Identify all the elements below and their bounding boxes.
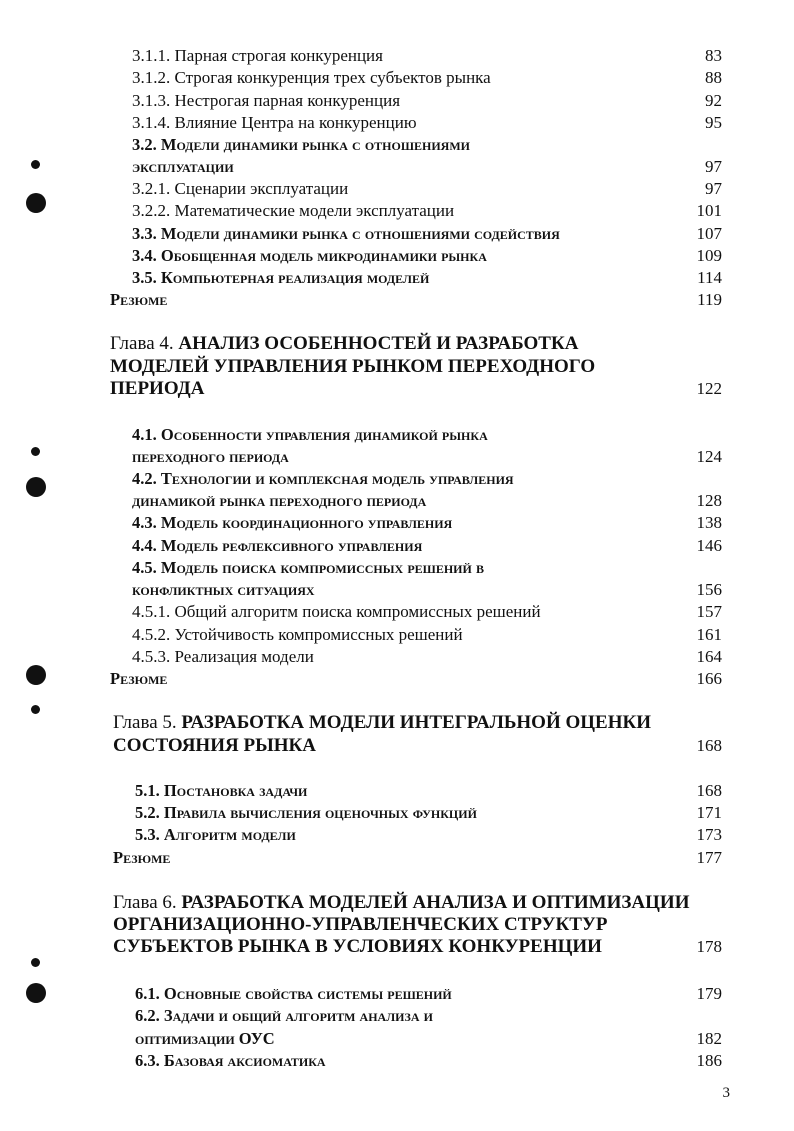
toc-entry-page: 157 [696,602,722,621]
toc-entry-number: 4.4. [132,536,157,555]
toc-entry-number: 4.5.3. [132,647,171,666]
toc-entry-page: 128 [696,491,722,510]
punch-hole-mark [26,983,46,1003]
chapter-title: СУБЪЕКТОВ РЫНКА В УСЛОВИЯХ КОНКУРЕНЦИИ [113,936,602,957]
toc-entry-title: Нестрогая парная конкуренция [174,91,401,110]
toc-entry-title: Обобщенная модель микродинамики рынка [160,246,487,265]
toc-entry-title: динамикой рынка переходного периода [132,491,427,510]
chapter-prefix: Глава 5. [113,712,177,733]
toc-entry-page: 161 [696,625,722,644]
toc-entry-page: 101 [696,201,722,220]
toc-entry-title: Строгая конкуренция трех субъектов рынка [174,68,491,87]
toc-entry-number: 4.5.2. [132,625,171,644]
toc-entry-page: 107 [696,224,722,243]
page-number: 3 [722,1085,730,1101]
chapter-title: АНАЛИЗ ОСОБЕННОСТЕЙ И РАЗРАБОТКА [178,333,579,354]
toc-entry-title: Алгоритм модели [163,825,296,844]
toc-entry-title: Модель рефлексивного управления [160,536,423,555]
toc-entry-title: Общий алгоритм поиска компромиссных решений [174,602,541,621]
chapter-prefix: Глава 4. [110,333,174,354]
chapter-title: МОДЕЛЕЙ УПРАВЛЕНИЯ РЫНКОМ ПЕРЕХОДНОГО [110,356,596,377]
toc-entry-number: 6.3. [135,1051,160,1070]
toc-entry-number: 4.2. [132,469,157,488]
toc-entry-page: 178 [696,937,722,956]
toc-entry-number: 3.1.1. [132,46,171,65]
toc-entry-page: 109 [696,246,722,265]
punch-hole-mark [31,447,40,456]
toc-entry-title: оптимизации ОУС [135,1029,275,1048]
toc-entry-page: 146 [696,536,722,555]
toc-entry-page: 124 [696,447,722,466]
toc-entry-title: Правила вычисления оценочных функций [163,803,477,822]
punch-hole-mark [31,160,40,169]
punch-hole-mark [31,705,40,714]
toc-entry-number: 5.1. [135,781,160,800]
toc-entry-title: переходного периода [132,447,289,466]
toc-entry-page: 171 [696,803,722,822]
toc-entry-page: 95 [705,113,722,132]
toc-entry-page: 164 [696,647,722,666]
toc-entry-page: 173 [696,825,722,844]
toc-entry-title: конфликтных ситуациях [132,580,315,599]
toc-entry-page: 168 [696,736,722,755]
toc-entry-page: 119 [697,290,722,309]
punch-hole-mark [31,958,40,967]
toc-entry-title: Модель координационного управления [160,513,453,532]
toc-entry-title: Основные свойства системы решений [163,984,452,1003]
toc-entry-title: Модель поиска компромиссных решений в [160,558,484,577]
toc-entry-number: 3.5. [132,268,157,287]
toc-entry-title: Резюме [110,669,168,688]
toc-entry-number: 3.2.1. [132,179,171,198]
chapter-title: РАЗРАБОТКА МОДЕЛЕЙ АНАЛИЗА И ОПТИМИЗАЦИИ [181,892,690,913]
chapter-title: ПЕРИОДА [110,378,205,399]
toc-entry-title: Модели динамики рынка с отношениями содействия [160,224,560,243]
toc-entry-number: 4.1. [132,425,157,444]
toc-entry-number: 6.2. [135,1006,160,1025]
toc-entry-page: 97 [705,157,722,176]
toc-entry-title: Постановка задачи [163,781,308,800]
toc-entry-title: эксплуатации [132,157,234,176]
toc-entry-page: 83 [705,46,722,65]
toc-entry-number: 3.2.2. [132,201,171,220]
chapter-title: РАЗРАБОТКА МОДЕЛИ ИНТЕГРАЛЬНОЙ ОЦЕНКИ [181,712,652,733]
punch-hole-mark [26,477,46,497]
toc-entry-title: Резюме [113,848,171,867]
toc-entry-page: 138 [696,513,722,532]
toc-entry-title: Математические модели эксплуатации [174,201,455,220]
toc-entry-title: Компьютерная реализация моделей [160,268,430,287]
toc-entry-number: 3.1.3. [132,91,171,110]
toc-entry-number: 3.4. [132,246,157,265]
chapter-prefix: Глава 6. [113,892,177,913]
toc-entry-page: 92 [705,91,722,110]
toc-entry-title: Реализация модели [174,647,314,666]
toc-entry-number: 3.3. [132,224,157,243]
toc-entry-number: 3.1.2. [132,68,171,87]
toc-entry-title: Технологии и комплексная модель управления [160,469,514,488]
toc-entry-title: Модели динамики рынка с отношениями [160,135,471,154]
toc-entry-page: 179 [696,984,722,1003]
toc-entry-number: 3.2. [132,135,157,154]
toc-entry-title: Особенности управления динамикой рынка [160,425,488,444]
toc-entry-page: 88 [705,68,722,87]
chapter-title: СОСТОЯНИЯ РЫНКА [113,735,316,756]
toc-entry-page: 177 [696,848,722,867]
toc-entry-number: 6.1. [135,984,160,1003]
punch-hole-mark [26,193,46,213]
toc-entry-title: Резюме [110,290,168,309]
toc-entry-number: 4.3. [132,513,157,532]
toc-entry-title: Задачи и общий алгоритм анализа и [163,1006,433,1025]
toc-entry-page: 182 [696,1029,722,1048]
toc-entry-number: 4.5. [132,558,157,577]
toc-entry-title: Базовая аксиоматика [163,1051,326,1070]
toc-entry-title: Парная строгая конкуренция [174,46,383,65]
toc-entry-title: Влияние Центра на конкуренцию [174,113,417,132]
chapter-title: ОРГАНИЗАЦИОННО-УПРАВЛЕНЧЕСКИХ СТРУКТУР [113,914,608,935]
punch-hole-mark [26,665,46,685]
toc-entry-page: 114 [697,268,722,287]
toc-entry-page: 168 [696,781,722,800]
toc-entry-number: 5.3. [135,825,160,844]
toc-entry-page: 166 [696,669,722,688]
toc-entry-page: 122 [696,379,722,398]
toc-entry-title: Сценарии эксплуатации [174,179,349,198]
toc-entry-number: 3.1.4. [132,113,171,132]
toc-entry-page: 97 [705,179,722,198]
toc-entry-page: 156 [696,580,722,599]
toc-entry-title: Устойчивость компромиссных решений [174,625,463,644]
toc-entry-number: 4.5.1. [132,602,171,621]
toc-entry-number: 5.2. [135,803,160,822]
toc-entry-page: 186 [696,1051,722,1070]
